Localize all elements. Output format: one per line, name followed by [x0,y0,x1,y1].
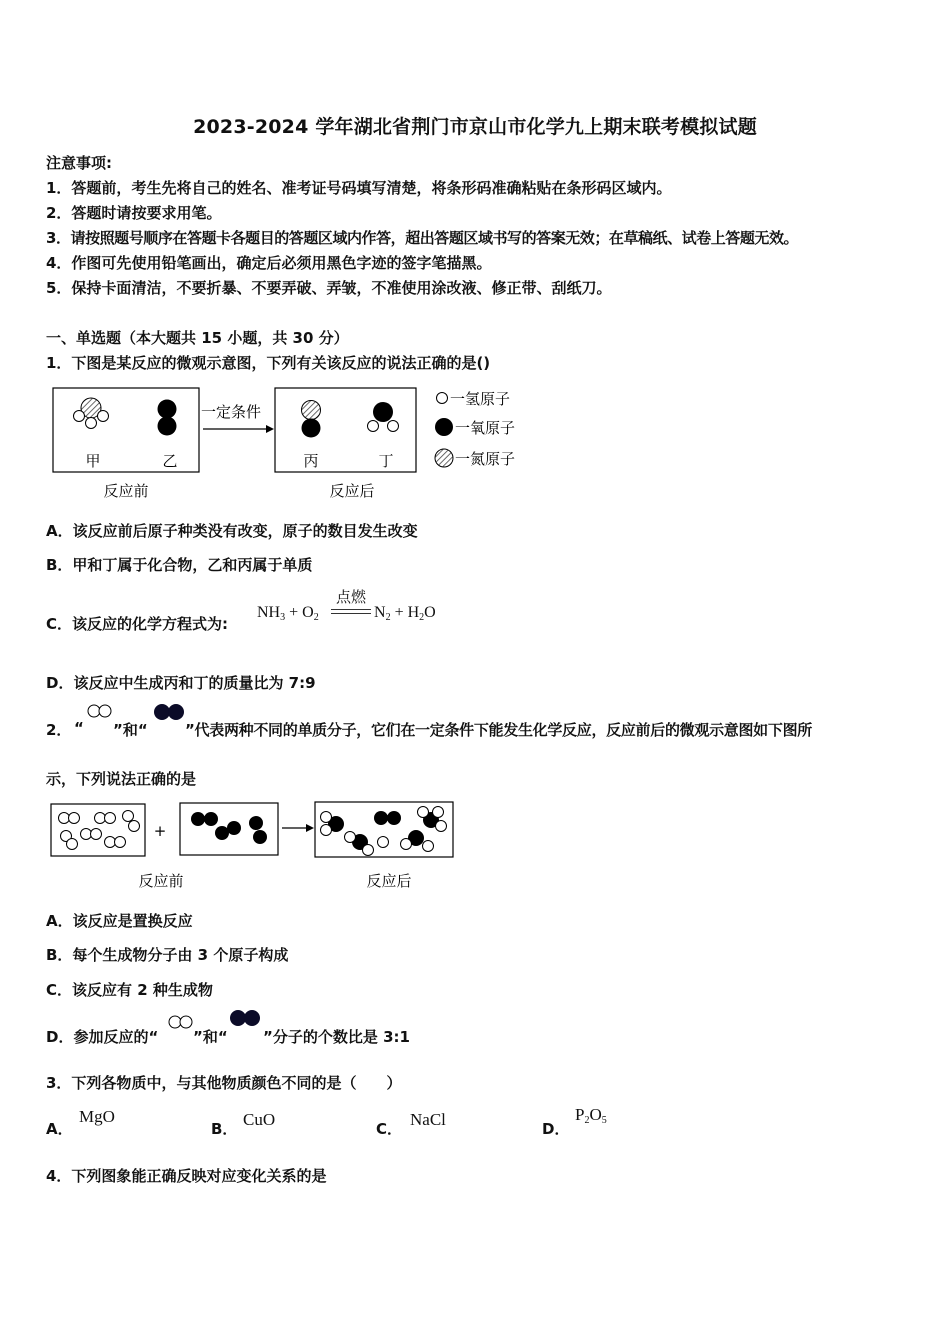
q2-arrow-head [306,824,314,832]
legend-o-text: 一氧原子 [455,419,516,437]
q2-caption-before: 反应前 [138,872,184,890]
q3-option-a-formula: MgO [79,1107,115,1126]
legend-n-symbol [435,449,453,467]
q1-reaction-diagram [48,380,538,505]
q1-stem: 1．下图是某反应的微观示意图，下列有关该反应的说法正确的是() [46,354,491,372]
section-heading: 一、单选题（本大题共 15 小题，共 30 分） [46,329,349,347]
label-ding: 丁 [378,452,394,470]
molecule-bing [302,401,321,438]
q2-option-d-suffix: ”分子的个数比是 3:1 [263,1028,410,1046]
q1-option-b: B．甲和丁属于化合物，乙和丙属于单质 [46,556,313,574]
q2-reaction-diagram [48,800,468,895]
legend-o-symbol [435,418,453,436]
arrow-head [266,425,274,433]
q1-equation-lhs: $NH_3 + O_2$ [257,604,319,623]
q2-quote-and: ”和“ [113,721,148,739]
q3-option-c-formula: NaCl [410,1110,446,1129]
label-yi: 乙 [162,452,178,470]
black-molecule-icon [152,703,188,721]
q1-equation-equals [331,609,371,614]
legend-h-symbol [437,393,448,404]
q1-option-c: C．该反应的化学方程式为: [46,615,229,633]
legend-n-text: 一氮原子 [455,450,516,468]
q3-stem: 3．下列各物质中，与其他物质颜色不同的是（ ） [46,1074,402,1092]
legend-h-text: 一氢原子 [450,390,511,408]
black-molecules [191,812,267,844]
caption-after: 反应后 [329,482,375,500]
white-molecule-icon-2 [167,1014,195,1030]
q4-stem: 4．下列图象能正确反映对应变化关系的是 [46,1167,327,1185]
q2-caption-after: 反应后 [366,872,412,890]
q2-option-b: B．每个生成物分子由 3 个原子构成 [46,946,289,964]
molecule-jia [74,398,109,429]
q1-option-a: A．该反应前后原子种类没有改变，原子的数目发生改变 [46,522,418,540]
q2-num: 2． [46,721,72,739]
q3-option-d-formula: $P_2O_5$ [575,1105,607,1126]
caption-before: 反应前 [103,482,149,500]
black-molecule-icon-2 [228,1009,264,1027]
label-jia: 甲 [85,452,101,470]
notice-item-1: 1．答题前，考生先将自己的姓名、准考证号码填写清楚，将条形码准确粘贴在条形码区域内。 [46,179,672,197]
q2-option-d-mid: ”和“ [193,1028,228,1046]
notice-item-3: 3．请按照题号顺序在答题卡各题目的答题区域内作答，超出答题区域书写的答案无效；在草稿纸、试卷上答题无效。 [46,229,799,247]
white-molecule-icon [86,703,114,719]
q2-option-d-prefix: D．参加反应的“ [46,1028,159,1046]
q3-option-b-label: B． [211,1120,238,1138]
condition-label: 一定条件 [201,403,262,421]
q1-option-d: D．该反应中生成丙和丁的质量比为 7:9 [46,674,316,692]
q3-option-b-formula: CuO [243,1110,276,1129]
q2-stem-line2: 示，下列说法正确的是 [46,770,197,788]
q2-plus: + [153,822,167,840]
q1-equation-rhs: $N_2 + H_2O$ [374,604,436,623]
q3-option-a-label: A． [46,1120,73,1138]
molecule-ding [368,402,399,432]
q2-stem-tail: ”代表两种不同的单质分子，它们在一定条件下能发生化学反应，反应前后的微观示意图如下图所 [185,721,812,739]
q3-option-d-label: D． [542,1120,570,1138]
notice-item-5: 5．保持卡面清洁，不要折暴、不要弄破、弄皱，不准使用涂改液、修正带、刮纸刀。 [46,279,612,297]
notice-item-4: 4．作图可先使用铅笔画出，确定后必须用黑色字迹的签字笔描黑。 [46,254,492,272]
page-title: 2023-2024 学年湖北省荆门市京山市化学九上期末联考模拟试题 [193,116,757,138]
white-molecules [59,811,140,850]
q2-option-a: A．该反应是置换反应 [46,912,193,930]
q2-quote-open: “ [74,719,84,737]
label-bing: 丙 [303,452,319,470]
product-molecules [321,807,447,856]
q2-option-c: C．该反应有 2 种生成物 [46,981,213,999]
notice-item-2: 2．答题时请按要求用笔。 [46,204,222,222]
q3-option-c-label: C． [376,1120,403,1138]
molecule-yi [158,400,177,436]
notice-heading: 注意事项: [46,154,112,172]
q1-equation-condition: 点燃 [335,588,366,606]
